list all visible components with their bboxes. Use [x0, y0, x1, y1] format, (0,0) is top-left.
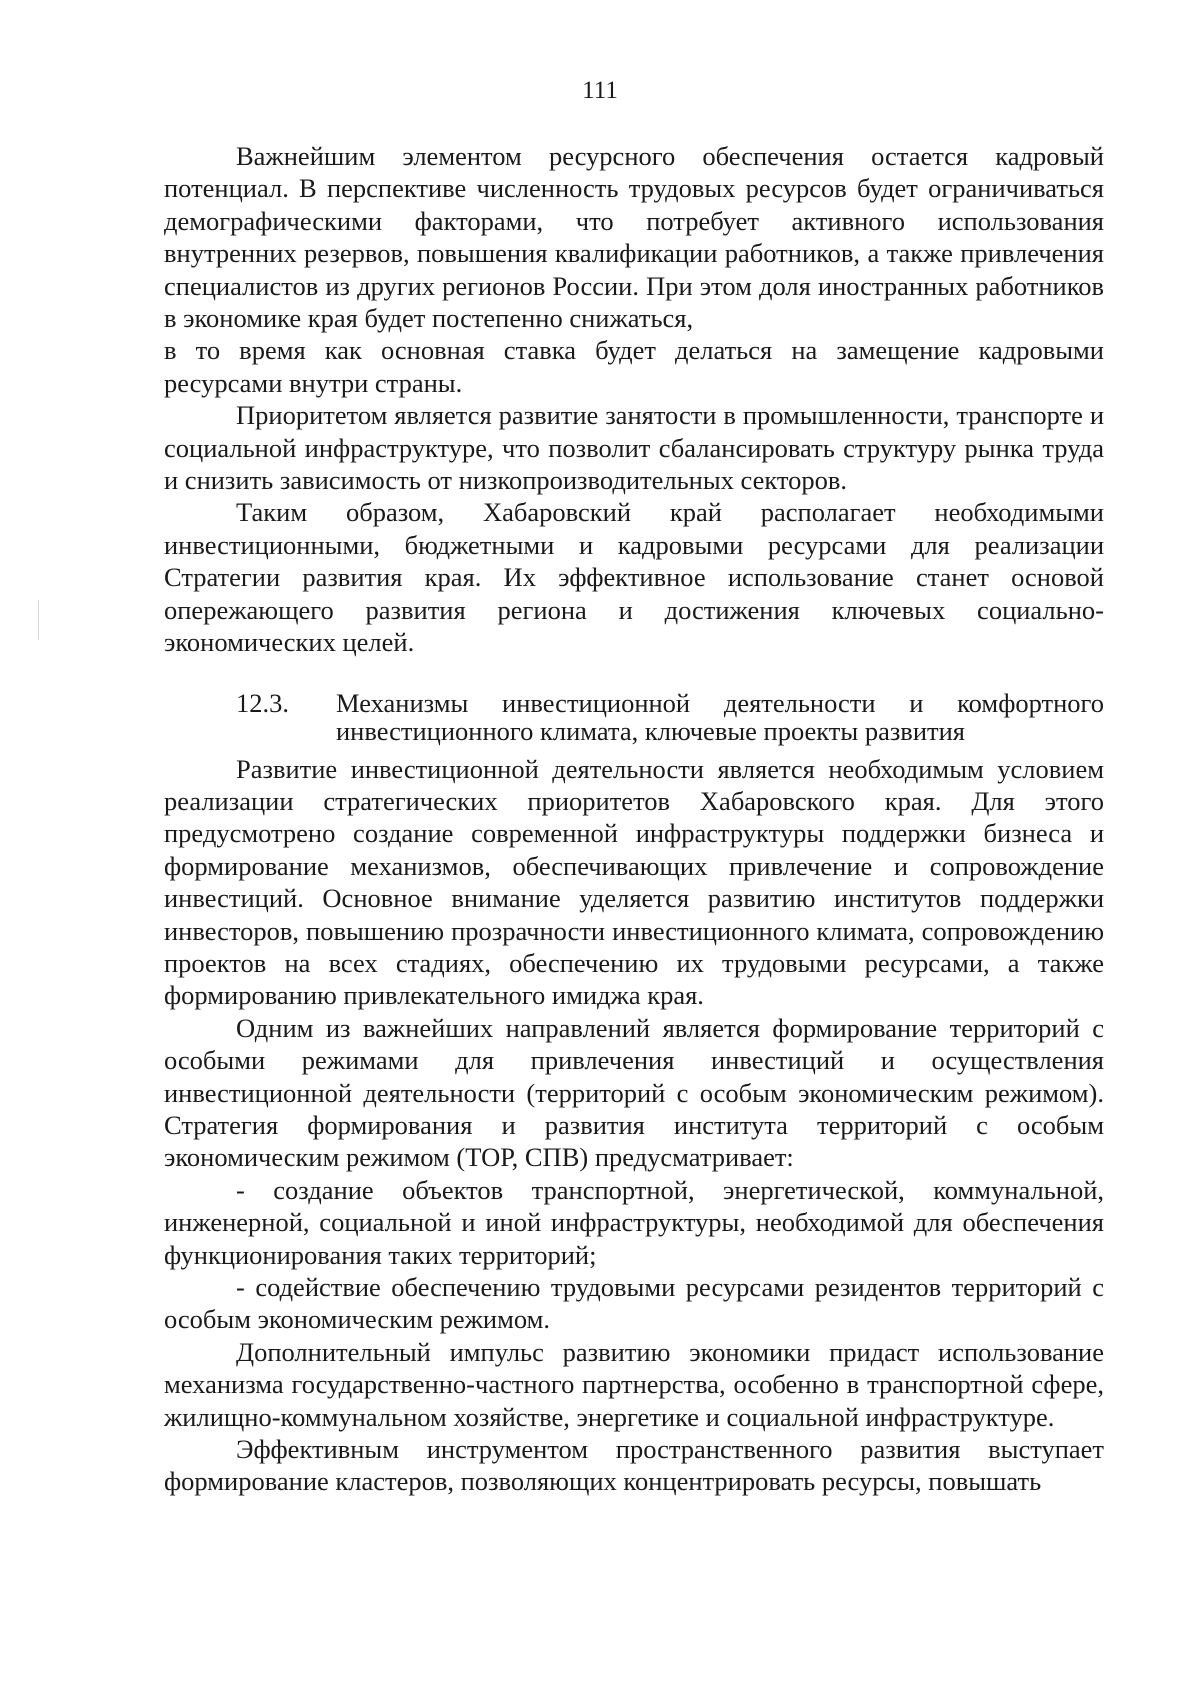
paragraph: Дополнительный импульс развитию экономики придаст использование механизма государственно-частного партнерства, особенно в транспортной сфере, жилищно-коммунальном хозяйстве, энергетике и социальной инфраструктуре.: [164, 1336, 1104, 1432]
list-item: - создание объектов транспортной, энергетической, коммунальной, инженерной, социальной и иной инфраструктуры, необходимой для обеспечения функционирования таких территорий;: [164, 1174, 1104, 1270]
paragraph: Важнейшим элементом ресурсного обеспечения остается кадровый потенциал. В перспективе численность трудовых ресурсов будет ограничиваться демографическими факторами, что потребует активного использования внутренних резервов, повышения квалификации работников, а также привлечения специалистов из других регионов России. При этом доля иностранных работников в экономике края будет постепенно снижаться,: [164, 141, 1104, 334]
section-heading: [164, 689, 1104, 745]
paragraph: Одним из важнейших направлений является формирование территорий с особыми режимами для привлечения инвестиций и осуществления инвестиционной деятельности (территорий с особым экономическим режимом). Стратегия формирования и развития института территорий с особым экономическим режимом (ТОР, СПВ) предусматривает:: [164, 1012, 1104, 1173]
section-title-line: Механизмы инвестиционной деятельности и комфортного: [336, 687, 1104, 718]
paragraph: в то время как основная ставка будет делаться на замещение кадровыми ресурсами внутри страны.: [164, 335, 1104, 398]
section-number: 12.3.: [236, 687, 289, 718]
paragraph: Приоритетом является развитие занятости в промышленности, транспорте и социальной инфраструктуре, что позволит сбалансировать структуру рынка труда и снизить зависимость от низкопроизводительных секторов.: [164, 400, 1104, 496]
scan-artifact: [38, 600, 39, 640]
document-body: [164, 140, 1104, 1498]
page-number: 111: [582, 77, 618, 104]
section-title-line: инвестиционного климата, ключевые проекты развития: [336, 715, 965, 746]
section-title: [336, 689, 1104, 745]
paragraph: Таким образом, Хабаровский край располагает необходимыми инвестиционными, бюджетными и кадровыми ресурсами для реализации Стратегии развития края. Их эффективное использование станет основой опережающего развития региона и достижения ключевых социально-экономических целей.: [164, 497, 1104, 658]
paragraph: Эффективным инструментом пространственного развития выступает формирование кластеров, позволяющих концентрировать ресурсы, повышать: [164, 1434, 1104, 1497]
paragraph: Развитие инвестиционной деятельности является необходимым условием реализации стратегических приоритетов Хабаровского края. Для этого предусмотрено создание современной инфраструктуры поддержки бизнеса и формирование механизмов, обеспечивающих привлечение и сопровождение инвестиций. Основное внимание уделяется развитию институтов поддержки инвесторов, повышению прозрачности инвестиционного климата, сопровождению проектов на всех стадиях, обеспечению их трудовыми ресурсами, а также формированию привлекательного имиджа края.: [164, 753, 1104, 1011]
list-item: - содействие обеспечению трудовыми ресурсами резидентов территорий с особым экономическим режимом.: [164, 1272, 1104, 1335]
